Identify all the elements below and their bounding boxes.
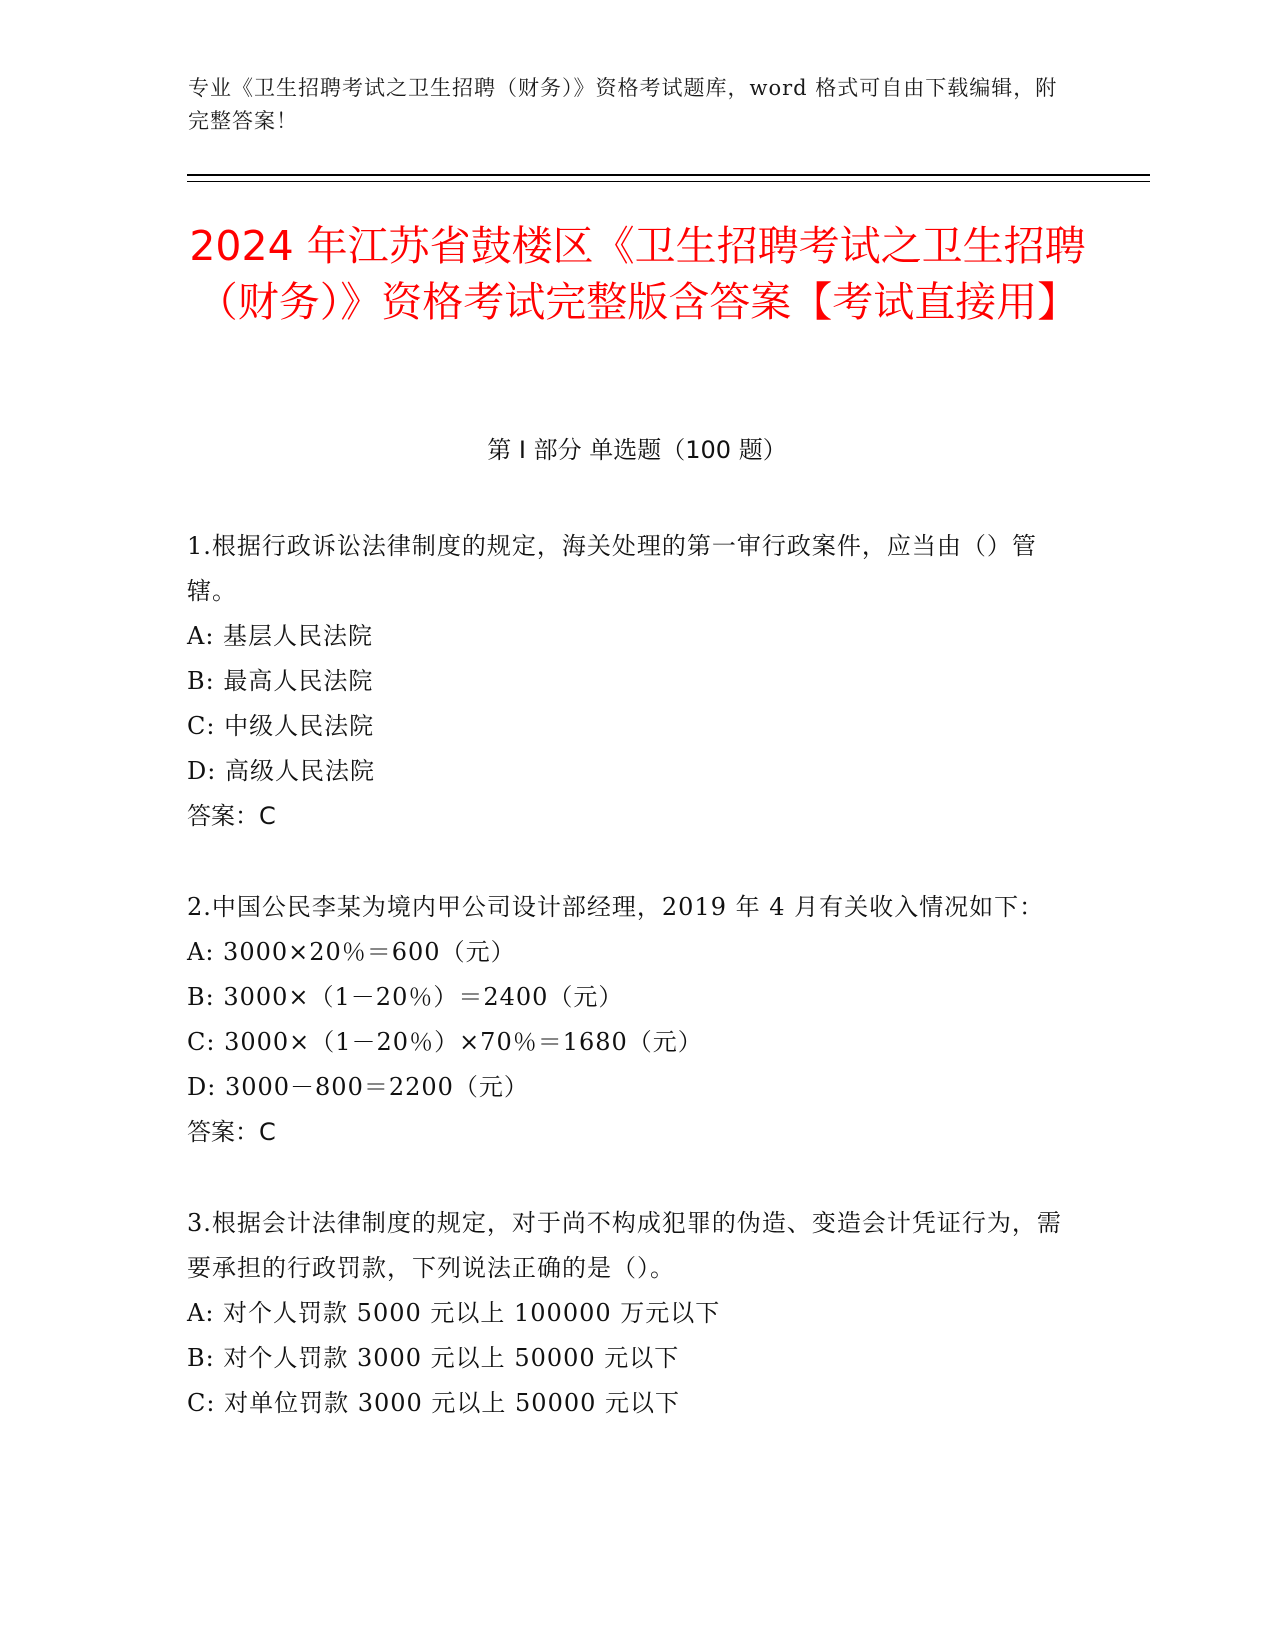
header-rule-thick (187, 174, 1150, 176)
option-b: B: 最高人民法院 (187, 667, 374, 695)
option-b: B: 3000×（1－20％）＝2400（元） (187, 983, 624, 1011)
option-c: C: 中级人民法院 (187, 712, 375, 740)
option-c: C: 对单位罚款 3000 元以上 50000 元以下 (187, 1389, 681, 1417)
answer-line: 答案：C (187, 1118, 276, 1146)
question-text: 1.根据行政诉讼法律制度的规定，海关处理的第一审行政案件，应当由（）管辖。 (187, 532, 1037, 605)
question-2 (187, 885, 1067, 1155)
option-a: A: 基层人民法院 (187, 622, 374, 650)
option-c: C: 3000×（1－20％）×70％＝1680（元） (187, 1028, 703, 1056)
question-list (187, 524, 1067, 1472)
question-text: 2.中国公民李某为境内甲公司设计部经理，2019 年 4 月有关收入情况如下： (187, 893, 1045, 921)
document-header-note: 专业《卫生招聘考试之卫生招聘（财务）》资格考试题库，word 格式可自由下载编辑，附完整答案！ (188, 76, 1058, 133)
question-text: 3.根据会计法律制度的规定，对于尚不构成犯罪的伪造、变造会计凭证行为，需要承担的行政罚款，下列说法正确的是（）。 (187, 1209, 1062, 1282)
option-a: A: 3000×20％＝600（元） (187, 938, 516, 966)
option-d: D: 3000－800＝2200（元） (187, 1073, 529, 1101)
question-3 (187, 1201, 1067, 1426)
document-title: 2024 年江苏省鼓楼区《卫生招聘考试之卫生招聘（财务）》资格考试完整版含答案【考试直接用】 (189, 222, 1086, 326)
header-rule-thin (187, 181, 1150, 182)
option-a: A: 对个人罚款 5000 元以上 100000 万元以下 (187, 1299, 721, 1327)
answer-line: 答案：C (187, 802, 276, 830)
option-b: B: 对个人罚款 3000 元以上 50000 元以下 (187, 1344, 680, 1372)
option-d: D: 高级人民法院 (187, 757, 375, 785)
question-1 (187, 524, 1067, 839)
section-heading: 第 I 部分 单选题（100 题） (487, 436, 787, 464)
